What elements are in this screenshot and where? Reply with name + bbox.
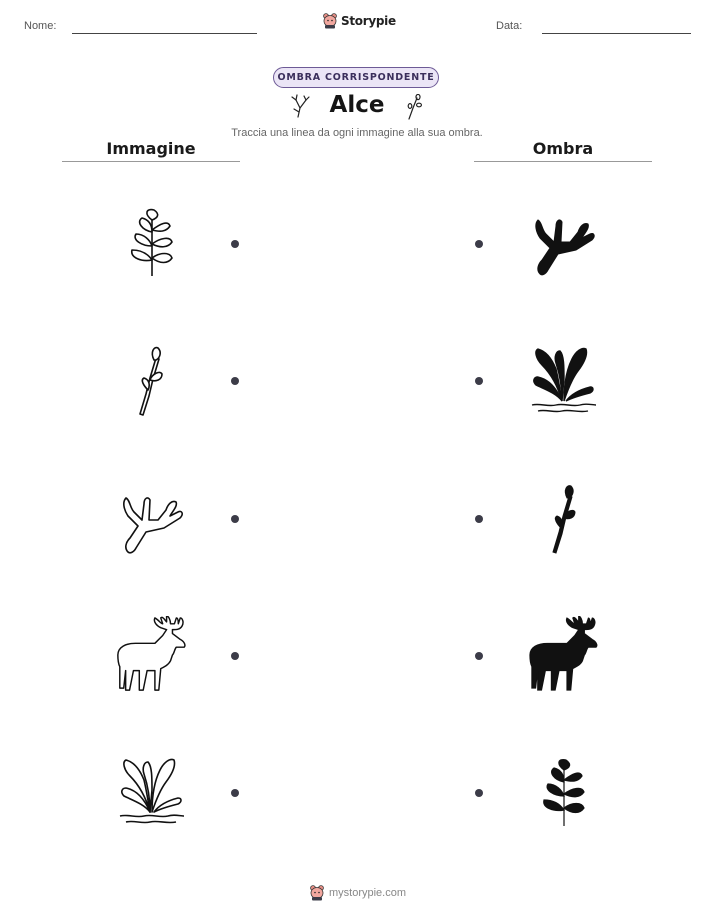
storypie-mascot-icon xyxy=(322,12,338,29)
name-field[interactable] xyxy=(72,33,257,34)
twig-shadow xyxy=(543,484,583,554)
twig-decoration-icon xyxy=(404,94,424,120)
right-connector-dot[interactable] xyxy=(475,240,483,248)
water-plant-shadow xyxy=(528,344,598,416)
images-column-rule xyxy=(62,161,240,162)
moose-image xyxy=(112,616,190,694)
leaf-branch-image xyxy=(116,208,186,278)
instruction-text: Traccia una linea da ogni immagine alla sua ombra. xyxy=(231,127,483,139)
twig-image xyxy=(130,346,170,416)
date-label: Data: xyxy=(496,20,523,32)
worksheet-title: Alce xyxy=(329,92,385,118)
name-label: Nome: xyxy=(24,20,57,32)
footer-url[interactable]: mystorypie.com xyxy=(329,886,407,899)
right-connector-dot[interactable] xyxy=(475,652,483,660)
antler-image xyxy=(116,486,186,556)
left-connector-dot[interactable] xyxy=(231,377,239,385)
water-plant-image xyxy=(116,754,186,828)
storypie-mascot-icon xyxy=(309,884,325,901)
left-connector-dot[interactable] xyxy=(231,240,239,248)
brand-name: Storypie xyxy=(341,13,396,28)
left-connector-dot[interactable] xyxy=(231,789,239,797)
right-connector-dot[interactable] xyxy=(475,515,483,523)
date-field[interactable] xyxy=(542,33,691,34)
shadows-column-rule xyxy=(474,161,652,162)
moose-shadow xyxy=(524,616,602,694)
right-connector-dot[interactable] xyxy=(475,789,483,797)
shadows-column-heading: Ombra xyxy=(532,139,594,158)
worksheet-type-badge: OMBRA CORRISPONDENTE xyxy=(273,67,439,88)
images-column-heading: Immagine xyxy=(106,139,196,158)
right-connector-dot[interactable] xyxy=(475,377,483,385)
footer xyxy=(309,884,406,901)
leaf-branch-shadow xyxy=(528,758,598,828)
antler-shadow xyxy=(528,208,598,278)
left-connector-dot[interactable] xyxy=(231,652,239,660)
left-connector-dot[interactable] xyxy=(231,515,239,523)
brand-logo xyxy=(322,12,396,29)
